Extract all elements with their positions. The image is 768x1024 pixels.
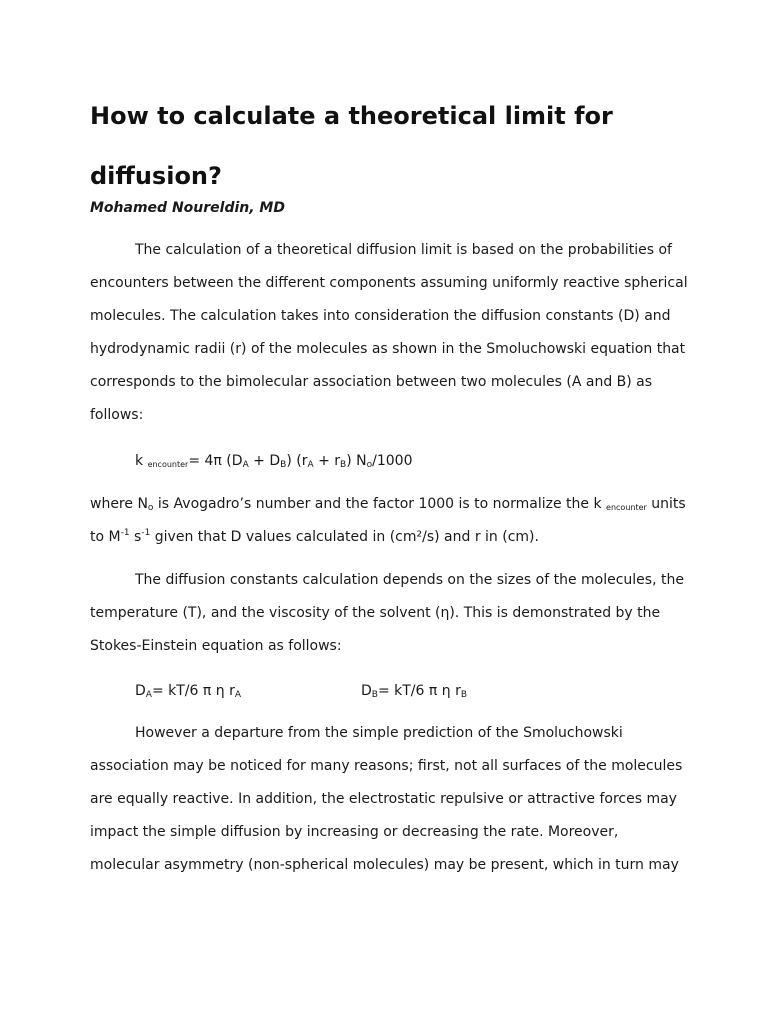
- para-text: units to M: [90, 496, 686, 545]
- para-subscript: o: [147, 503, 154, 513]
- smoluchowski-equation: [135, 451, 413, 471]
- avogadro-paragraph: [90, 488, 690, 554]
- eq-part: + r: [313, 453, 341, 469]
- para-subscript: encounter: [606, 503, 647, 512]
- eq-subscript: A: [234, 690, 241, 700]
- eq-subscript: B: [371, 690, 378, 700]
- eq-subscript: A: [145, 690, 152, 700]
- stokes-einstein-paragraph: The diffusion constants calculation depends on the sizes of the molecules, the temperature (T), and the viscosity of the solvent (η). This is demonstrated by the Stokes-Einstein equation as follows:: [90, 572, 684, 654]
- para-text: is Avogadro’s number and the factor 1000 is to normalize the k: [153, 496, 607, 512]
- eq-d: D: [361, 683, 372, 699]
- eq-subscript: B: [460, 690, 468, 700]
- eq-part: = 4π (D: [188, 453, 243, 469]
- document-title: How to calculate a theoretical limit for diffusion?: [90, 102, 613, 190]
- eq-d: D: [135, 683, 146, 699]
- eq-subscript: B: [280, 460, 287, 470]
- eq-subscript: o: [366, 460, 373, 470]
- stokes-einstein-equation-b: [361, 681, 467, 701]
- intro-paragraph: The calculation of a theoretical diffusion limit is based on the probabilities of encounters between the different components assuming uniformly reactive spherical molecules. The calculation takes into consideration the diffusion constants (D) and hydrodynamic radii (r) of the molecules as shown in the Smoluchowski equation that corresponds to the bimolecular association between two molecules (A and B) as follows:: [90, 242, 688, 423]
- eq-part: + D: [248, 453, 281, 469]
- departure-paragraph: However a departure from the simple prediction of the Smoluchowski association may be noticed for many reasons; first, not all surfaces of the molecules are equally reactive. In addition, the electrostatic repulsive or attractive forces may impact the simple diffusion by increasing or decreasing the rate. Moreover, molecular asymmetry (non-spherical molecules) may be present, which in turn may: [90, 725, 683, 873]
- eq-k-subscript: encounter: [147, 460, 189, 469]
- eq-part: /1000: [372, 453, 413, 469]
- eq-subscript: A: [242, 460, 249, 470]
- stokes-einstein-equation-a: [135, 681, 241, 701]
- eq-subscript: B: [340, 460, 347, 470]
- para-text: where N: [90, 496, 148, 512]
- para-superscript: -1: [120, 528, 130, 538]
- author-name: Mohamed Noureldin, MD: [90, 200, 285, 216]
- eq-part: ) N: [346, 453, 367, 469]
- para-text: given that D values calculated in (cm²/s) and r in (cm).: [150, 529, 539, 545]
- eq-body: = kT/6 π η r: [151, 683, 235, 699]
- eq-part: ) (r: [286, 453, 308, 469]
- para-text: s: [129, 529, 142, 545]
- eq-k: k: [135, 453, 144, 469]
- eq-subscript: A: [307, 460, 314, 470]
- para-superscript: -1: [141, 528, 151, 538]
- eq-body: = kT/6 π η r: [377, 683, 461, 699]
